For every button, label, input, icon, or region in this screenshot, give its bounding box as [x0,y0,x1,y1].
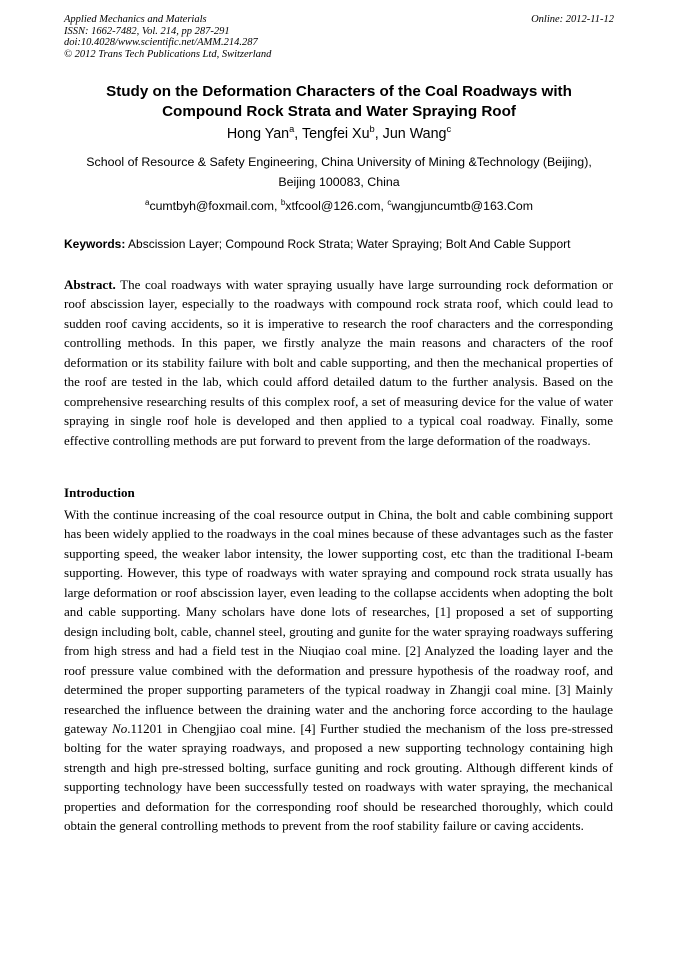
introduction-heading: Introduction [64,485,135,500]
author-mark: b [369,124,375,135]
abstract-text: The coal roadways with water spraying usually have large surrounding rock deformation or roof abscission layer, especially to the roadways with compound rock strata roof, which could lead to sudden roof caving accidents, so it is imperative to research the roof characters and the corresponding controlling methods. In this paper, we firstly analyze the main reasons and characters of the roof deformation or its stability failure with bolt and cable supporting, and then the mechanical properties of the roof are tested in the lab, which could afford detailed datum to the further analysis. Based on the comprehensive researching results of this complex roof, a set of measuring device for the value of water spraying in single roof hole is developed and then applied to a typical coal roadway. Finally, some effective controlling methods are put forward to prevent from the large deformation of the roadways. [64,277,613,448]
title-line-1: Study on the Deformation Characters of the Coal Roadways with [106,83,572,100]
affiliation [40,152,638,192]
introduction-body [64,505,613,836]
affiliation-line-1: School of Resource & Safety Engineering, China University of Mining &Technology (Beijing), [86,155,592,169]
email-address: cumtbyh@foxmail.com [149,199,274,213]
number-abbreviation: No [112,720,128,736]
author-mark: a [289,124,295,135]
journal-name: Applied Mechanics and Materials [64,14,207,25]
title-line-2: Compound Rock Strata and Water Spraying Roof [162,103,516,120]
author-name: Hong Yan [226,126,290,142]
affiliation-line-2: Beijing 100083, China [278,175,400,189]
email-mark: a [144,197,150,207]
abstract-label: Abstract. [64,277,116,292]
email-address: xtfcool@126.com [285,199,381,213]
author-name: Jun Wang [382,126,447,142]
keywords-label: Keywords: [64,237,126,251]
email-mark: c [387,197,392,207]
online-date: Online: 2012-11-12 [531,14,614,25]
introduction-text-part-2: .11201 in Chengjiao coal mine. [4] Further studied the mechanism of the loss pre-stressed bolting for the water spraying roadways, and proposed a new supporting technology containing high strength and high pre-stressed bolting, surface guniting and rock grouting. Although different kinds of supporting technology have been successfully tested on roadways with water spraying, the mechanical properties and deformation for the corresponding roof should be researched thoroughly, which could obtain the general controlling methods to prevent from the roof stability failure or caving accidents. [64,720,613,834]
introduction-text-part-1: With the continue increasing of the coal resource output in China, the bolt and cable combining support has been widely applied to the roadways in the coal mines because of these advantages such as the faster supporting speed, the weaker labor intensity, the lower supporting cost, etc than the traditional I-beam supporting. However, this type of roadways with water spraying and compound rock strata usually has large deformation or roof abscission layer, even leading to the collapse accidents when adopting the bolt and cable supporting. Many scholars have done lots of researches, [1] proposed a set of supporting design including bolt, cable, channel steel, grouting and gunite for the water spraying roadways suffering from high stress and had a field test in the Niuqiao coal mine. [2] Analyzed the loading layer and the roof pressure value combined with the deformation and pressure hypothesis of the roadway roof, and determined the proper supporting parameters of the typical roadway in Zhangji coal mine. [3] Mainly researched the influence between the draining water and the anchoring force according to the haulage gateway [64,507,613,736]
author-list: Hong Yan$^a$, Tengfei Xu$^b$, Jun Wang$^c$ [226,124,452,142]
journal-header [64,14,271,60]
author-name: Tengfei Xu [301,126,370,142]
paper-title [40,82,638,122]
doi-line: doi:10.4028/www.scientific.net/AMM.214.287 [64,37,258,48]
keywords-text: Abscission Layer; Compound Rock Strata; Water Spraying; Bolt And Cable Support [128,237,571,251]
author-mark: c [446,124,452,135]
copyright-line: © 2012 Trans Tech Publications Ltd, Switzerland [64,48,272,60]
issn-line: ISSN: 1662-7482, Vol. 214, pp 287-291 [64,25,230,37]
keywords [64,236,624,252]
author-emails: $^a$cumtbyh@foxmail.com, $^b$xtfcool@126.com, $^c$wangjuncumtb@163.Com [144,197,534,213]
email-mark: b [280,197,286,207]
email-address: wangjuncumtb@163.Com [391,199,534,213]
abstract [64,275,613,450]
